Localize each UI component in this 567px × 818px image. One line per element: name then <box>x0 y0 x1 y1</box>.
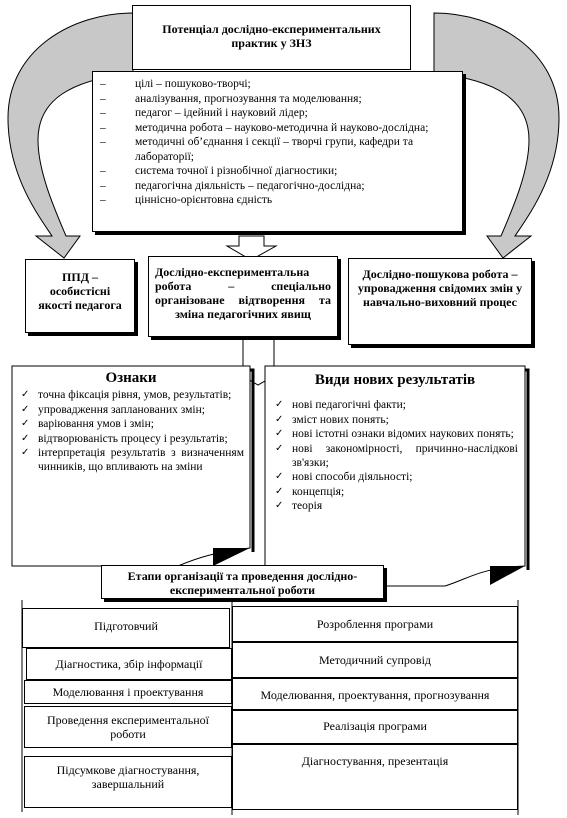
ppd-text: ППД – особистісні якості педагога <box>38 270 122 312</box>
stage-right-3 <box>232 678 518 710</box>
potential-item: – педагог – ідейний і науковий лідер; <box>97 106 458 121</box>
stage-right-label: Моделювання, проектування, прогнозування <box>260 688 490 702</box>
stage-left-2 <box>26 648 232 680</box>
ppd-box <box>25 259 135 333</box>
signs-title: Ознаки <box>105 370 157 386</box>
signs-list <box>18 388 244 474</box>
stage-left-3 <box>24 680 232 704</box>
potential-title-box <box>132 5 411 70</box>
potential-item: – методична робота – науково-методична й науково-дослідна; <box>97 121 458 136</box>
signs-item: ✓ відтворюваність процесу і результатів; <box>18 432 244 446</box>
results-content <box>268 370 522 564</box>
stage-right-4 <box>232 710 518 744</box>
potential-item: – система точної і різнобічної діагностики; <box>97 164 458 179</box>
stage-left-4 <box>24 706 232 748</box>
results-list <box>272 398 518 513</box>
results-item: ✓ теорія <box>272 499 518 513</box>
stage-right-label: Реалізація програми <box>323 719 427 733</box>
search-work-box <box>348 258 532 345</box>
signs-item: ✓ упровадження запланованих змін; <box>18 403 244 417</box>
results-item: ✓ зміст нових понять; <box>272 413 518 427</box>
potential-item: – методичні об’єднання і секції – творчі групи, кафедри та лабораторії; <box>97 135 458 164</box>
stage-left-label: Моделювання і проектування <box>52 685 204 699</box>
potential-item: – аналізування, прогнозування та моделювання; <box>97 92 458 107</box>
stage-right-label: Розроблення програми <box>316 617 434 631</box>
signs-content <box>14 368 248 544</box>
stage-left-label: Підготовчий <box>94 619 158 633</box>
stage-right-label: Діагностування, презентація <box>301 754 449 768</box>
signs-item: ✓ точна фіксація рівня, умов, результатів; <box>18 388 244 402</box>
signs-item: ✓ інтерпретація результатів з визначенням чинників, що впливають на зміни <box>18 446 244 474</box>
stage-right-5 <box>232 744 518 810</box>
results-title: Види нових результатів <box>314 372 476 388</box>
stage-left-label: Діагностика, збір інформації <box>55 657 203 671</box>
potential-title: Потенціал дослідно-експериментальних практик у ЗНЗ <box>162 22 381 50</box>
results-item: ✓ нові способи діяльності; <box>272 470 518 484</box>
experimental-work-box <box>148 256 338 337</box>
stage-left-label: Проведення експериментальної роботи <box>47 713 209 741</box>
results-item: ✓ нові закономірності, причинно-наслідкові зв'язки; <box>272 442 518 470</box>
stage-left-5 <box>24 756 232 808</box>
stages-title-box <box>101 565 384 599</box>
results-tab-fold <box>490 566 525 585</box>
stage-right-1 <box>232 606 518 642</box>
stage-right-label: Методичний супровід <box>318 653 432 667</box>
potential-item: – цілі – пошуково-творчі; <box>97 77 458 92</box>
potential-list-box <box>92 71 463 232</box>
signs-tab-fold <box>213 548 250 566</box>
stages-title: Етапи організації та проведення дослідно-експериментальної роботи <box>127 569 358 597</box>
stage-right-2 <box>232 642 518 678</box>
search-work-text: Дослідно-пошукова робота – упровадження свідомих змін у навчально-виховний процес <box>357 267 523 309</box>
stage-left-1 <box>22 608 230 648</box>
potential-item: – ціннісно-орієнтовна єдність <box>97 193 458 208</box>
signs-item: ✓ варіювання умов і змін; <box>18 417 244 431</box>
results-item: ✓ нові педагогічні факти; <box>272 398 518 412</box>
results-item: ✓ нові істотні ознаки відомих наукових понять; <box>272 427 518 441</box>
results-item: ✓ концепція; <box>272 485 518 499</box>
experimental-work-text: Дослідно-експериментальна робота – спеціально організоване відтворення та зміна педагогічних явищ <box>155 265 331 321</box>
potential-item: – педагогічна діяльність – педагогічно-дослідна; <box>97 179 458 194</box>
potential-list <box>97 77 458 208</box>
stage-left-label: Підсумкове діагностування, завершальний <box>56 763 200 791</box>
